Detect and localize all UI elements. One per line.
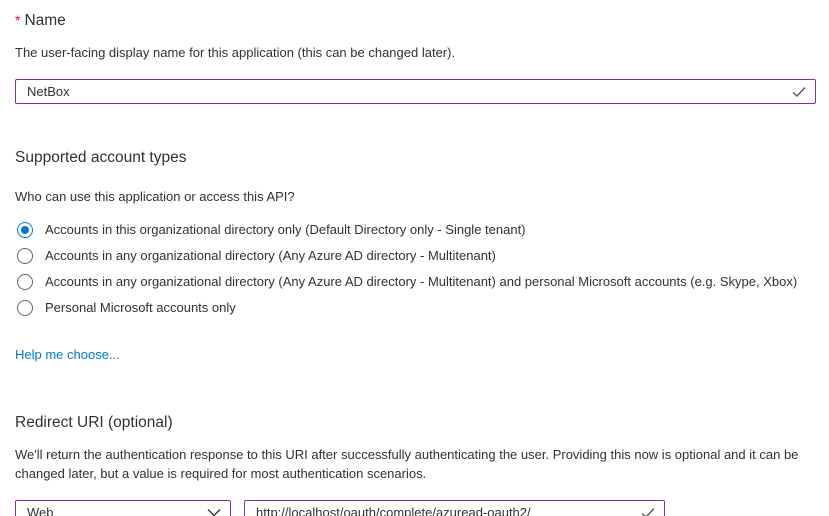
chevron-down-icon xyxy=(207,508,221,516)
radio-label: Accounts in any organizational directory (Any Azure AD directory - Multitenant) and personal Microsoft accounts (e.g. Skype, Xbox) xyxy=(45,274,798,289)
radio-label: Accounts in any organizational directory (Any Azure AD directory - Multitenant) xyxy=(45,248,496,263)
radio-multitenant-personal[interactable] xyxy=(15,269,815,295)
platform-selected-value: Web xyxy=(27,505,54,516)
radio-personal-only[interactable] xyxy=(15,295,815,321)
radio-label: Personal Microsoft accounts only xyxy=(45,300,236,315)
redirect-uri-input-box xyxy=(244,500,665,516)
name-description: The user-facing display name for this application (this can be changed later). xyxy=(15,45,456,60)
valid-check-icon xyxy=(792,86,806,97)
name-section-title xyxy=(15,10,815,31)
radio-single-tenant[interactable] xyxy=(15,217,815,243)
radio-button-icon[interactable] xyxy=(17,300,33,316)
account-types-radio-group xyxy=(15,217,815,321)
account-types-title: Supported account types xyxy=(15,149,187,166)
radio-multitenant[interactable] xyxy=(15,243,815,269)
help-me-choose-link[interactable]: Help me choose... xyxy=(15,347,120,362)
radio-button-icon[interactable] xyxy=(17,222,33,238)
account-types-question: Who can use this application or access this API? xyxy=(15,189,295,204)
redirect-uri-title: Redirect URI (optional) xyxy=(15,414,173,431)
radio-button-icon[interactable] xyxy=(17,274,33,290)
valid-check-icon xyxy=(641,507,655,516)
platform-select-dropdown[interactable] xyxy=(15,500,231,516)
redirect-uri-description: We'll return the authentication response to this URI after successfully authenticating the user. Providing this now is optional and it can be changed later, but a value is required for most authentication scenarios. xyxy=(15,447,799,481)
name-input-box xyxy=(15,79,816,104)
redirect-uri-row xyxy=(15,500,815,516)
name-input[interactable] xyxy=(16,80,815,103)
radio-button-icon[interactable] xyxy=(17,248,33,264)
radio-label: Accounts in this organizational directory only (Default Directory only - Single tenant) xyxy=(45,222,526,237)
name-section-title-text: Name xyxy=(24,12,66,29)
redirect-uri-input[interactable] xyxy=(245,501,664,516)
required-asterisk: * xyxy=(15,12,21,28)
